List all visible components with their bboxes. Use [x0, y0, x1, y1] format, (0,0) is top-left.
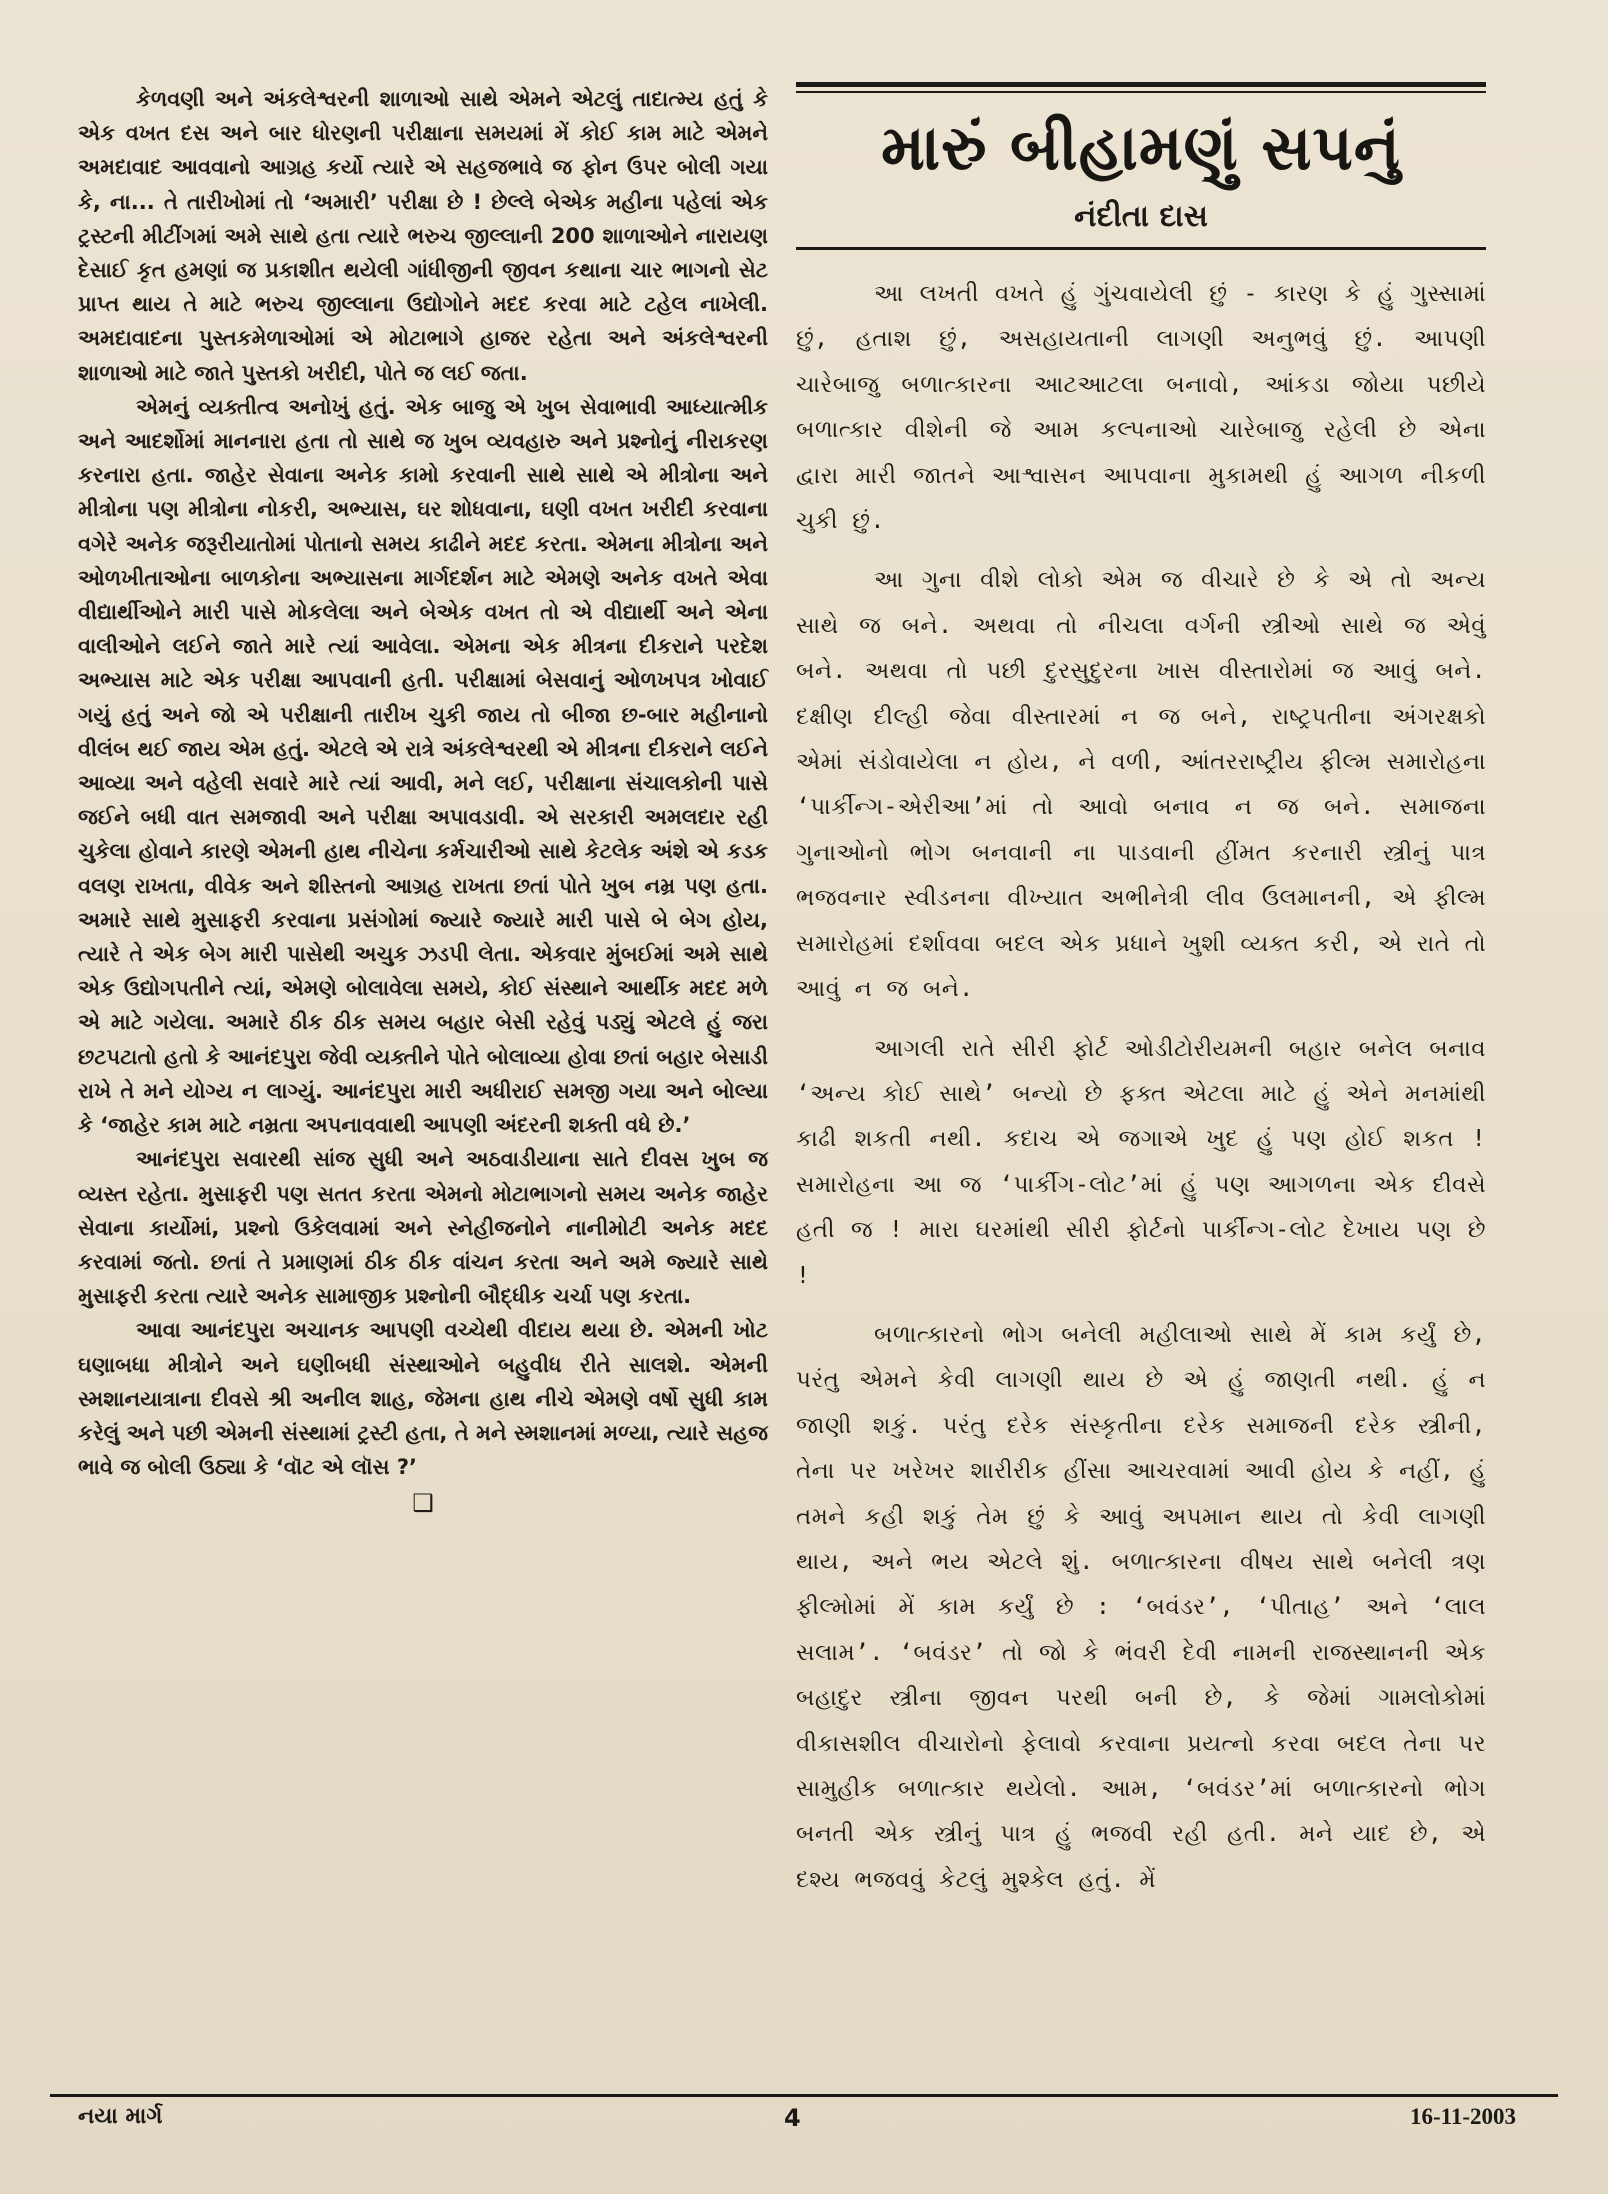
article-column [796, 82, 1486, 1917]
left-column-text [78, 82, 768, 1521]
left-paragraph-3: આનંદપુરા સવારથી સાંજ સુધી અને અઠવાડીયાના સાતે દીવસ ખુબ જ વ્યસ્ત રહેતા. મુસાફરી પણ સતત કરતા એમનો મોટાભાગનો સમય અનેક જાહેર સેવાના કાર્યોમાં, પ્રશ્નો ઉકેલવામાં અને સ્નેહીજનોને નાનીમોટી અનેક મદદ કરવામાં જતો. છતાં તે પ્રમાણમાં ઠીક ઠીક વાંચન કરતા અને અમે જ્યારે સાથે મુસાફરી કરતા ત્યારે અનેક સામાજીક પ્રશ્નોની બૌદ્ધીક ચર્ચા પણ કરતા. [78, 1147, 768, 1309]
publication-name: નયા માર્ગ [78, 2104, 163, 2129]
footer-rule [50, 2094, 1558, 2097]
page-number: 4 [784, 2104, 801, 2132]
left-paragraph-1: કેળવણી અને અંકલેશ્વરની શાળાઓ સાથે એમને એટલું તાદાત્મ્ય હતું કે એક વખત દસ અને બાર ધોરણની પરીક્ષાના સમયમાં મેં કોઈ કામ માટે એમને અમદાવાદ આવવાનો આગ્રહ કર્યો ત્યારે એ સહજભાવે જ ફોન ઉપર બોલી ગયા કે, ના... તે તારીખોમાં તો ‘અમારી’ પરીક્ષા છે ! છેલ્લે બેએક મહીના પહેલાં એક ટ્રસ્ટની મીટીંગમાં અમે સાથે હતા ત્યારે ભરુચ જીલ્લાની 200 શાળાઓને નારાયણ દેસાઈ કૃત હમણાં જ પ્રકાશીત થયેલી ગાંધીજીની જીવન કથાના ચાર ભાગનો સેટ પ્રાપ્ત થાય તે માટે ભરુચ જીલ્લાના ઉદ્યોગોને મદદ કરવા માટે ટહેલ નાખેલી. અમદાવાદના પુસ્તકમેળાઓમાં એ મોટાભાગે હાજર રહેતા અને અંકલેશ્વરની શાળાઓ માટે જાતે પુસ્તકો ખરીદી, પોતે જ લઈ જતા. [78, 87, 768, 385]
title-rule-top-thin [796, 91, 1486, 93]
title-rule-bottom [796, 247, 1486, 250]
left-paragraph-4: આવા આનંદપુરા અચાનક આપણી વચ્ચેથી વીદાય થયા છે. એમની ખોટ ઘણાબધા મીત્રોને અને ઘણીબધી સંસ્થાઓને બહુવીધ રીતે સાલશે. એમની સ્મશાનયાત્રાના દીવસે શ્રી અનીલ શાહ, જેમના હાથ નીચે એમણે વર્ષો સુધી કામ કરેલું અને પછી એમની સંસ્થામાં ટ્રસ્ટી હતા, તે મને સ્મશાનમાં મળ્યા, ત્યારે સહજ ભાવે જ બોલી ઉઠ્યા કે ‘વૉટ એ લૉસ ?’ [78, 1318, 768, 1480]
title-rule-top [796, 82, 1486, 87]
article-paragraph-1: આ લખતી વખતે હું ગુંચવાયેલી છું - કારણ કે હું ગુસ્સામાં છું, હતાશ છું, અસહાયતાની લાગણી અનુભવું છું. આપણી ચારેબાજુ બળાત્કારના આટઆટલા બનાવો, આંકડા જોયા પછીયે બળાત્કાર વીશેની જે આમ કલ્પનાઓ ચારેબાજુ રહેલી છે એના દ્વારા મારી જાતને આશ્વાસન આપવાના મુકામથી હું આગળ નીકળી ચુકી છું. [796, 281, 1486, 535]
article-author: નંદીતા દાસ [1074, 199, 1208, 234]
end-of-article-mark: ❑ [412, 1489, 434, 1518]
article-body [796, 272, 1486, 1903]
article-paragraph-2: આ ગુના વીશે લોકો એમ જ વીચારે છે કે એ તો અન્ય સાથે જ બને. અથવા તો નીચલા વર્ગની સ્ત્રીઓ સાથે જ એવું બને. અથવા તો પછી દુરસુદુરના ખાસ વીસ્તારોમાં જ આવું બને. દક્ષીણ દીલ્હી જેવા વીસ્તારમાં ન જ બને, રાષ્ટ્રપતીના અંગરક્ષકો એમાં સંડોવાયેલા ન હોય, ને વળી, આંતરરાષ્ટ્રીય ફીલ્મ સમારોહના ‘પાર્કીન્ગ-એરીઆ’માં તો આવો બનાવ ન જ બને. સમાજના ગુનાઓનો ભોગ બનવાની ના પાડવાની હીંમત કરનારી સ્ત્રીનું પાત્ર ભજવનાર સ્વીડનના વીખ્યાત અભીનેત્રી લીવ ઉલમાનની, એ ફીલ્મ સમારોહમાં દર્શાવવા બદલ એક પ્રધાને ખુશી વ્યક્ત કરી, એ રાતે તો આવું ન જ બને. [796, 567, 1486, 1003]
left-paragraph-2: એમનું વ્યક્તીત્વ અનોખું હતું. એક બાજુ એ ખુબ સેવાભાવી આધ્યાત્મીક અને આદર્શોમાં માનનારા હતા તો સાથે જ ખુબ વ્યવહારુ અને પ્રશ્નોનું નીરાકરણ કરનારા હતા. જાહેર સેવાના અનેક કામો કરવાની સાથે સાથે એ મીત્રોના અને મીત્રોના પણ મીત્રોના નોકરી, અભ્યાસ, ઘર શોધવાના, ઘણી વખત ખરીદી કરવાના વગેરે અનેક જરૂરીયાતોમાં પોતાનો સમય કાઢીને મદદ કરતા. એમના મીત્રોના અને ઓળખીતાઓના બાળકોના અભ્યાસના માર્ગદર્શન માટે એમણે અનેક વખતે એવા વીદ્યાર્થીઓને મારી પાસે મોકલેલા અને બેએક વખત તો એ વીદ્યાર્થી અને એના વાલીઓને લઈને જાતે મારે ત્યાં આવેલા. એમના એક મીત્રના દીકરાને પરદેશ અભ્યાસ માટે એક પરીક્ષા આપવાની હતી. પરીક્ષામાં બેસવાનું ઓળખપત્ર ખોવાઈ ગયું હતું અને જો એ પરીક્ષાની તારીખ ચુકી જાય તો બીજા છ-બાર મહીનાનો વીલંબ થઈ જાય એમ હતું. એટલે એ રાત્રે અંકલેશ્વરથી એ મીત્રના દીકરાને લઈને આવ્યા અને વહેલી સવારે મારે ત્યાં આવી, મને લઈ, પરીક્ષાના સંચાલકોની પાસે જઈને બધી વાત સમજાવી અને પરીક્ષા અપાવડાવી. એ સરકારી અમલદાર રહી ચુકેલા હોવાને કારણે એમની હાથ નીચેના કર્મચારીઓ સાથે કેટલેક અંશે એ કડક વલણ રાખતા, વીવેક અને શીસ્તનો આગ્રહ રાખતા છતાં પોતે ખુબ નમ્ર પણ હતા. અમારે સાથે મુસાફરી કરવાના પ્રસંગોમાં જ્યારે જ્યારે મારી પાસે બે બેગ હોય, ત્યારે તે એક બેગ મારી પાસેથી અચુક ઝડપી લેતા. એકવાર મુંબઈમાં અમે સાથે એક ઉદ્યોગપતીને ત્યાં, એમણે બોલાવેલા સમયે, કોઈ સંસ્થાને આર્થીક મદદ મળે એ માટે ગયેલા. અમારે ઠીક ઠીક સમય બહાર બેસી રહેવું પડ્યું એટલે હું જરા છટપટાતો હતો કે આનંદપુરા જેવી વ્યક્તીને પોતે બોલાવ્યા હોવા છતાં બહાર બેસાડી રાખે તે મને યોગ્ય ન લાગ્યું. આનંદપુરા મારી અધીરાઈ સમજી ગયા અને બોલ્યા કે ‘જાહેર કામ માટે નમ્રતા અપનાવવાથી આપણી અંદરની શક્તી વધે છે.’ [78, 394, 768, 1138]
article-paragraph-3: આગલી રાતે સીરી ફોર્ટ ઓડીટોરીયમની બહાર બનેલ બનાવ ‘અન્ય કોઈ સાથે’ બન્યો છે ફક્ત એટલા માટે હું એને મનમાંથી કાઢી શકતી નથી. કદાચ એ જગાએ ખુદ હું પણ હોઈ શકત ! સમારોહના આ જ ‘પાર્કીગ-લોટ’માં હું પણ આગળના એક દીવસે હતી જ ! મારા ઘરમાંથી સીરી ફોર્ટનો પાર્કીન્ગ-લોટ દેખાય પણ છે ! [796, 1035, 1486, 1289]
article-paragraph-4: બળાત્કારનો ભોગ બનેલી મહીલાઓ સાથે મેં કામ કર્યું છે, પરંતુ એમને કેવી લાગણી થાય છે એ હું જાણતી નથી. હું ન જાણી શકું. પરંતુ દરેક સંસ્કૃતીના દરેક સમાજની દરેક સ્ત્રીની, તેના પર ખરેખર શારીરીક હીંસા આચરવામાં આવી હોય કે નહીં, હું તમને કહી શકું તેમ છું કે આવું અપમાન થાય તો કેવી લાગણી થાય, અને ભય એટલે શું. બળાત્કારના વીષય સાથે બનેલી ત્રણ ફીલ્મોમાં મેં કામ કર્યું છે : ‘બવંડર’, ‘પીતાહ’ અને ‘લાલ સલામ’. ‘બવંડર’ તો જો કે ભંવરી દેવી નામની રાજસ્થાનની એક બહાદુર સ્ત્રીના જીવન પરથી બની છે, કે જેમાં ગામલોકોમાં વીકાસશીલ વીચારોનો ફેલાવો કરવાના પ્રયત્નો કરવા બદલ તેના પર સામુહીક બળાત્કાર થયેલો. આમ, ‘બવંડર’માં બળાત્કારનો ભોગ બનતી એક સ્ત્રીનું પાત્ર હું ભજવી રહી હતી. મને યાદ છે, એ દશ્ય ભજવવું કેટલું મુશ્કેલ હતું. મેં [796, 1321, 1486, 1893]
article-title: મારું બીહામણું સપનું [881, 111, 1401, 184]
issue-date: 16-11-2003 [1409, 2104, 1516, 2129]
